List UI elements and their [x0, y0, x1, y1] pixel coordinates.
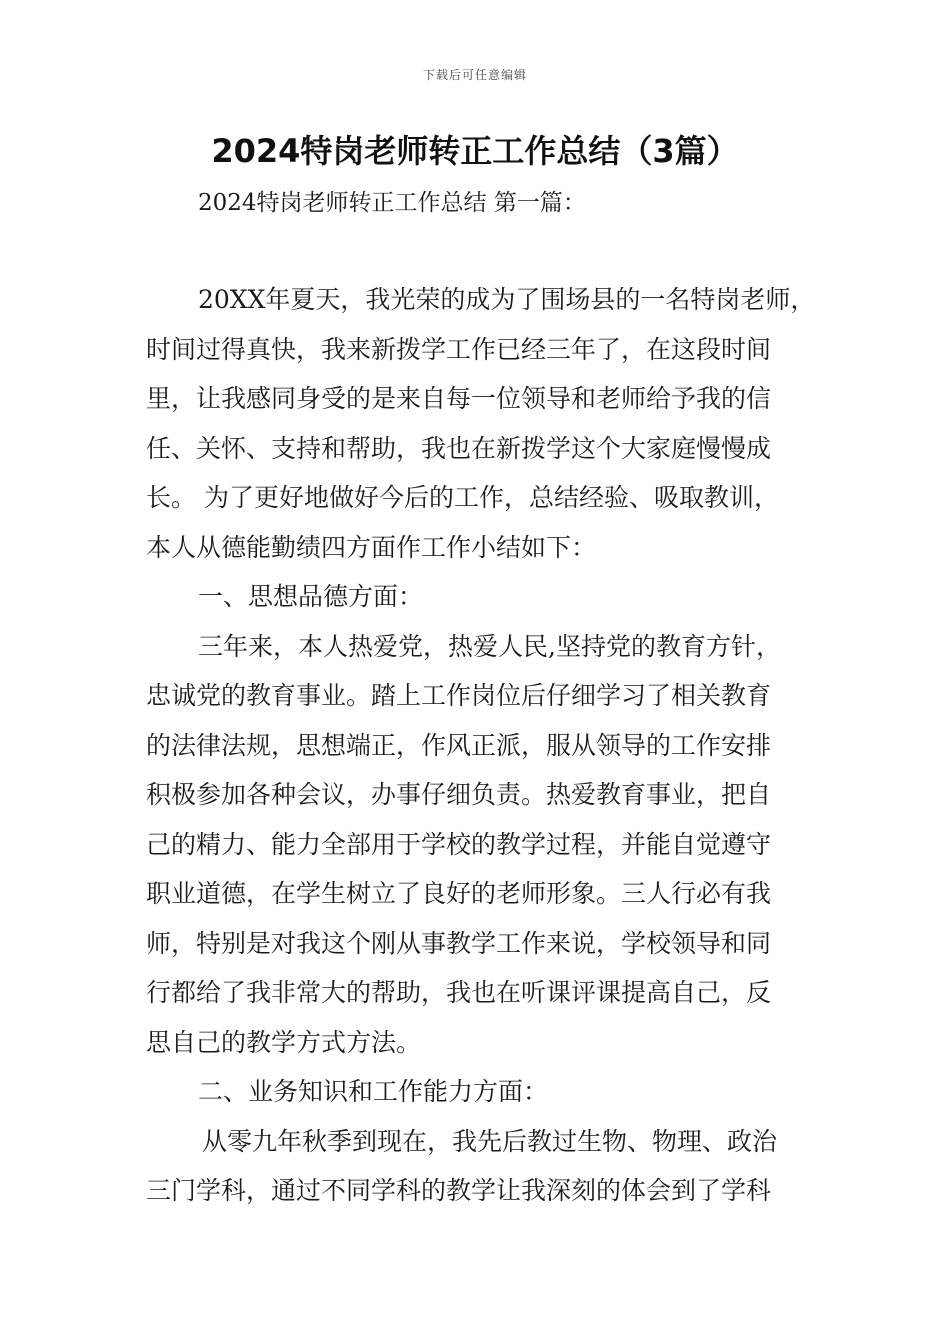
paragraph-line: 师，特别是对我这个刚从事教学工作来说，学校领导和同: [146, 928, 772, 958]
paragraph-line: 己的精力、能力全部用于学校的教学过程，并能自觉遵守: [146, 829, 772, 859]
paragraph-line: 三年来，本人热爱党，热爱人民,坚持党的教育方针，: [198, 631, 781, 661]
document-subtitle: 2024特岗老师转正工作总结 第一篇：: [198, 190, 586, 216]
paragraph-line: 行都给了我非常大的帮助，我也在听课评课提高自己，反: [146, 978, 772, 1007]
section-heading: 二、业务知识和工作能力方面：: [198, 1077, 549, 1106]
paragraph-line: 本人从德能勤绩四方面作工作小结如下：: [146, 532, 597, 562]
paragraph-line: 的法律法规，思想端正，作风正派，服从领导的工作安排: [146, 730, 772, 760]
paragraph-line: 时间过得真快，我来新拨学工作已经三年了，在这段时间: [146, 334, 772, 364]
paragraph-line: 积极参加各种会议，办事仔细负责。热爱教育事业，把自: [146, 780, 772, 809]
paragraph-line: 从零九年秋季到现在，我先后教过生物、物理、政治: [202, 1126, 778, 1156]
paragraph-line: 里，让我感同身受的是来自每一位领导和老师给予我的信: [146, 384, 772, 413]
paragraph-line: 任、关怀、支持和帮助，我也在新拨学这个大家庭慢慢成: [146, 433, 772, 463]
section-heading: 一、思想品德方面：: [198, 582, 424, 611]
paragraph-line: 20XX年夏天，我光荣的成为了围场县的一名特岗老师，: [198, 285, 816, 314]
document-body: [146, 275, 816, 1216]
paragraph-line: 忠诚党的教育事业。踏上工作岗位后仔细学习了相关教育: [146, 681, 772, 710]
header-note: 下载后可任意编辑: [422, 68, 527, 82]
document-title: 2024特岗老师转正工作总结（3篇）: [211, 132, 739, 170]
paragraph-line: 思自己的教学方式方法。: [146, 1027, 422, 1057]
paragraph-line: 三门学科，通过不同学科的教学让我深刻的体会到了学科: [146, 1176, 772, 1205]
paragraph-line: 长。 为了更好地做好今后的工作，总结经验、吸取教训，: [146, 483, 779, 512]
paragraph-line: 职业道德，在学生树立了良好的老师形象。三人行必有我: [146, 879, 772, 908]
